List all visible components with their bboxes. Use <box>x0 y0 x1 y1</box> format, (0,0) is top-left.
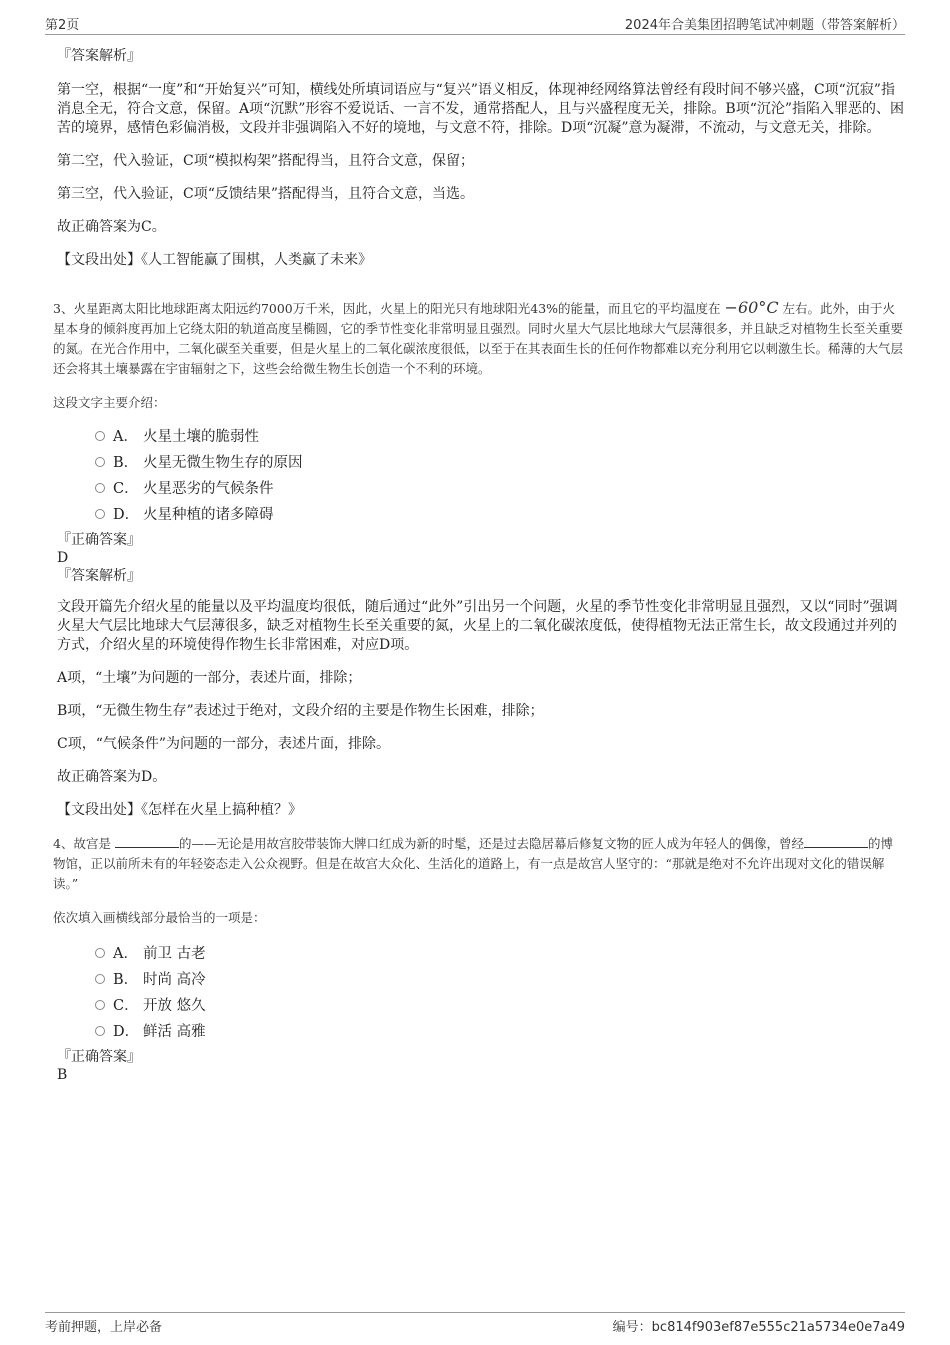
document-title: 2024年合美集团招聘笔试冲刺题（带答案解析） <box>624 18 905 33</box>
q4-option-a[interactable] <box>95 941 905 967</box>
q3-options <box>95 424 905 528</box>
q3-stem-part2: 左右。此外，由于火星本身的倾斜度再加上它绕太阳的轨道高度呈椭圆，它的季节性变化非常明显且强烈。同时火星大气层比地球大气层薄很多，并且缺乏对植物生长至关重要的氮。在光合作用中，二氧化碳至关重要，但是火星上的二氧化碳浓度很低，以至于在其表面生长的任何作物都难以充分利用它以刺激生长。稀薄的大气层还会将其土壤暴露在宇宙辐射之下，这些会给微生物生长创造一个不利的环境。 <box>53 301 904 376</box>
q3-correct-label: 『正确答案』 <box>57 532 141 548</box>
q2-analysis-p2: 第二空，代入验证，C项“模拟构架”搭配得当，且符合文意，保留； <box>57 153 475 169</box>
blank-2 <box>804 835 868 848</box>
option-letter: D． <box>113 1024 140 1040</box>
q2-analysis-p3: 第三空，代入验证，C项“反馈结果”搭配得当，且符合文意，当选。 <box>57 186 475 202</box>
option-text: 火星恶劣的气候条件 <box>143 481 274 497</box>
q4-options <box>95 941 905 1045</box>
option-text: 前卫 古老 <box>143 946 206 962</box>
q3-stem <box>53 298 905 379</box>
option-text: 时尚 高冷 <box>143 972 206 988</box>
q3-analysis-a: A项，“土壤”为问题的一部分，表述片面，排除； <box>57 670 362 686</box>
radio-icon[interactable] <box>95 974 105 984</box>
q3-correct-answer: D <box>57 550 69 566</box>
radio-icon[interactable] <box>95 1000 105 1010</box>
q3-stem-part1: 3、火星距离太阳比地球距离太阳远约7000万千米，因此，火星上的阳光只有地球阳光43%的能量，而且它的平均温度在 <box>53 301 721 316</box>
radio-icon[interactable] <box>95 948 105 958</box>
footer-slogan: 考前押题，上岸必备 <box>45 1320 163 1335</box>
radio-icon[interactable] <box>95 431 105 441</box>
q4-option-c[interactable] <box>95 993 905 1019</box>
page-number: 第2页 <box>45 18 80 33</box>
radio-icon[interactable] <box>95 457 105 467</box>
option-letter: D． <box>113 507 140 523</box>
q3-option-c[interactable] <box>95 476 905 502</box>
q4-stem <box>53 834 905 894</box>
q3-analysis-p1: 文段开篇先介绍火星的能量以及平均温度均很低，随后通过“此外”引出另一个问题，火星的季节性变化非常明显且强烈，又以“同时”强调火星大气层比地球大气层薄很多，缺乏对植物生长至关重要的氮，火星上的二氧化碳浓度低，使得植物无法正常生长，故文段通过并列的方式，介绍火星的环境使得作物生长非常困难，对应D项。 <box>57 599 898 653</box>
q2-answer-line: 故正确答案为C。 <box>57 219 166 235</box>
page-footer <box>45 1312 905 1335</box>
q3-answer-line: 故正确答案为D。 <box>57 769 167 785</box>
radio-icon[interactable] <box>95 1026 105 1036</box>
q3-option-d[interactable] <box>95 502 905 528</box>
q2-source: 【文段出处】《人工智能赢了围棋，人类赢了未来》 <box>57 252 372 268</box>
option-text: 火星土壤的脆弱性 <box>143 429 259 445</box>
radio-icon[interactable] <box>95 483 105 493</box>
document-id: 编号：bc814f903ef87e555c21a5734e0e7a49 <box>612 1320 905 1335</box>
q3-source: 【文段出处】《怎样在火星上搞种植？》 <box>57 802 302 818</box>
option-letter: A． <box>113 946 138 962</box>
q4-stem-part3: 的博物馆，正以前所未有的年轻姿态走入公众视野。但是在故宫大众化、生活化的道路上，有一点是故宫人坚守的：“那就是绝对不允许出现对文化的错误解读。” <box>53 836 893 891</box>
page-content <box>45 44 905 1084</box>
temperature-value: −60°C <box>724 298 779 317</box>
q4-stem-part2: 的——无论是用故宫胶带装饰大牌口红成为新的时髦，还是过去隐居幕后修复文物的匠人成为年轻人的偶像，曾经 <box>178 836 804 851</box>
q3-analysis-b: B项，“无微生物生存”表述过于绝对，文段介绍的主要是作物生长困难，排除； <box>57 703 544 719</box>
q4-prompt: 依次填入画横线部分最恰当的一项是： <box>53 910 266 925</box>
q2-analysis-label: 『答案解析』 <box>57 48 141 64</box>
q4-option-b[interactable] <box>95 967 905 993</box>
option-text: 火星无微生物生存的原因 <box>143 455 303 471</box>
option-text: 火星种植的诸多障碍 <box>143 507 274 523</box>
option-letter: B． <box>113 972 139 988</box>
radio-icon[interactable] <box>95 509 105 519</box>
q4-correct-label: 『正确答案』 <box>57 1049 141 1065</box>
q2-analysis-section <box>45 47 905 270</box>
q4-option-d[interactable] <box>95 1019 905 1045</box>
q3-analysis-label: 『答案解析』 <box>57 568 141 584</box>
q4-correct-answer: B <box>57 1067 68 1083</box>
blank-1 <box>115 835 179 848</box>
q3-analysis-c: C项，“气候条件”为问题的一部分，表述片面，排除。 <box>57 736 391 752</box>
option-letter: C． <box>113 481 139 497</box>
option-text: 鲜活 高雅 <box>143 1024 206 1040</box>
q3-prompt: 这段文字主要介绍： <box>53 395 166 410</box>
option-letter: B． <box>113 455 139 471</box>
option-letter: C． <box>113 998 139 1014</box>
q3-option-a[interactable] <box>95 424 905 450</box>
page-header <box>45 12 905 35</box>
question-4 <box>45 834 905 1084</box>
q3-option-b[interactable] <box>95 450 905 476</box>
q2-analysis-p1: 第一空，根据“一度”和“开始复兴”可知，横线处所填词语应与“复兴”语义相反，体现神经网络算法曾经有段时间不够兴盛，C项“沉寂”指消息全无，符合文意，保留。A项“沉默”形容不爱说话、一言不发，通常搭配人，且与兴盛程度无关，排除。B项“沉沦”指陷入罪恶的、困苦的境界，感情色彩偏消极，文段并非强调陷入不好的境地，与文意不符，排除。D项“沉凝”意为凝滞，不流动，与文意无关，排除。 <box>57 82 905 136</box>
option-letter: A． <box>113 429 138 445</box>
option-text: 开放 悠久 <box>143 998 206 1014</box>
q4-stem-part1: 4、故宫是 <box>53 836 115 851</box>
question-3 <box>45 298 905 820</box>
